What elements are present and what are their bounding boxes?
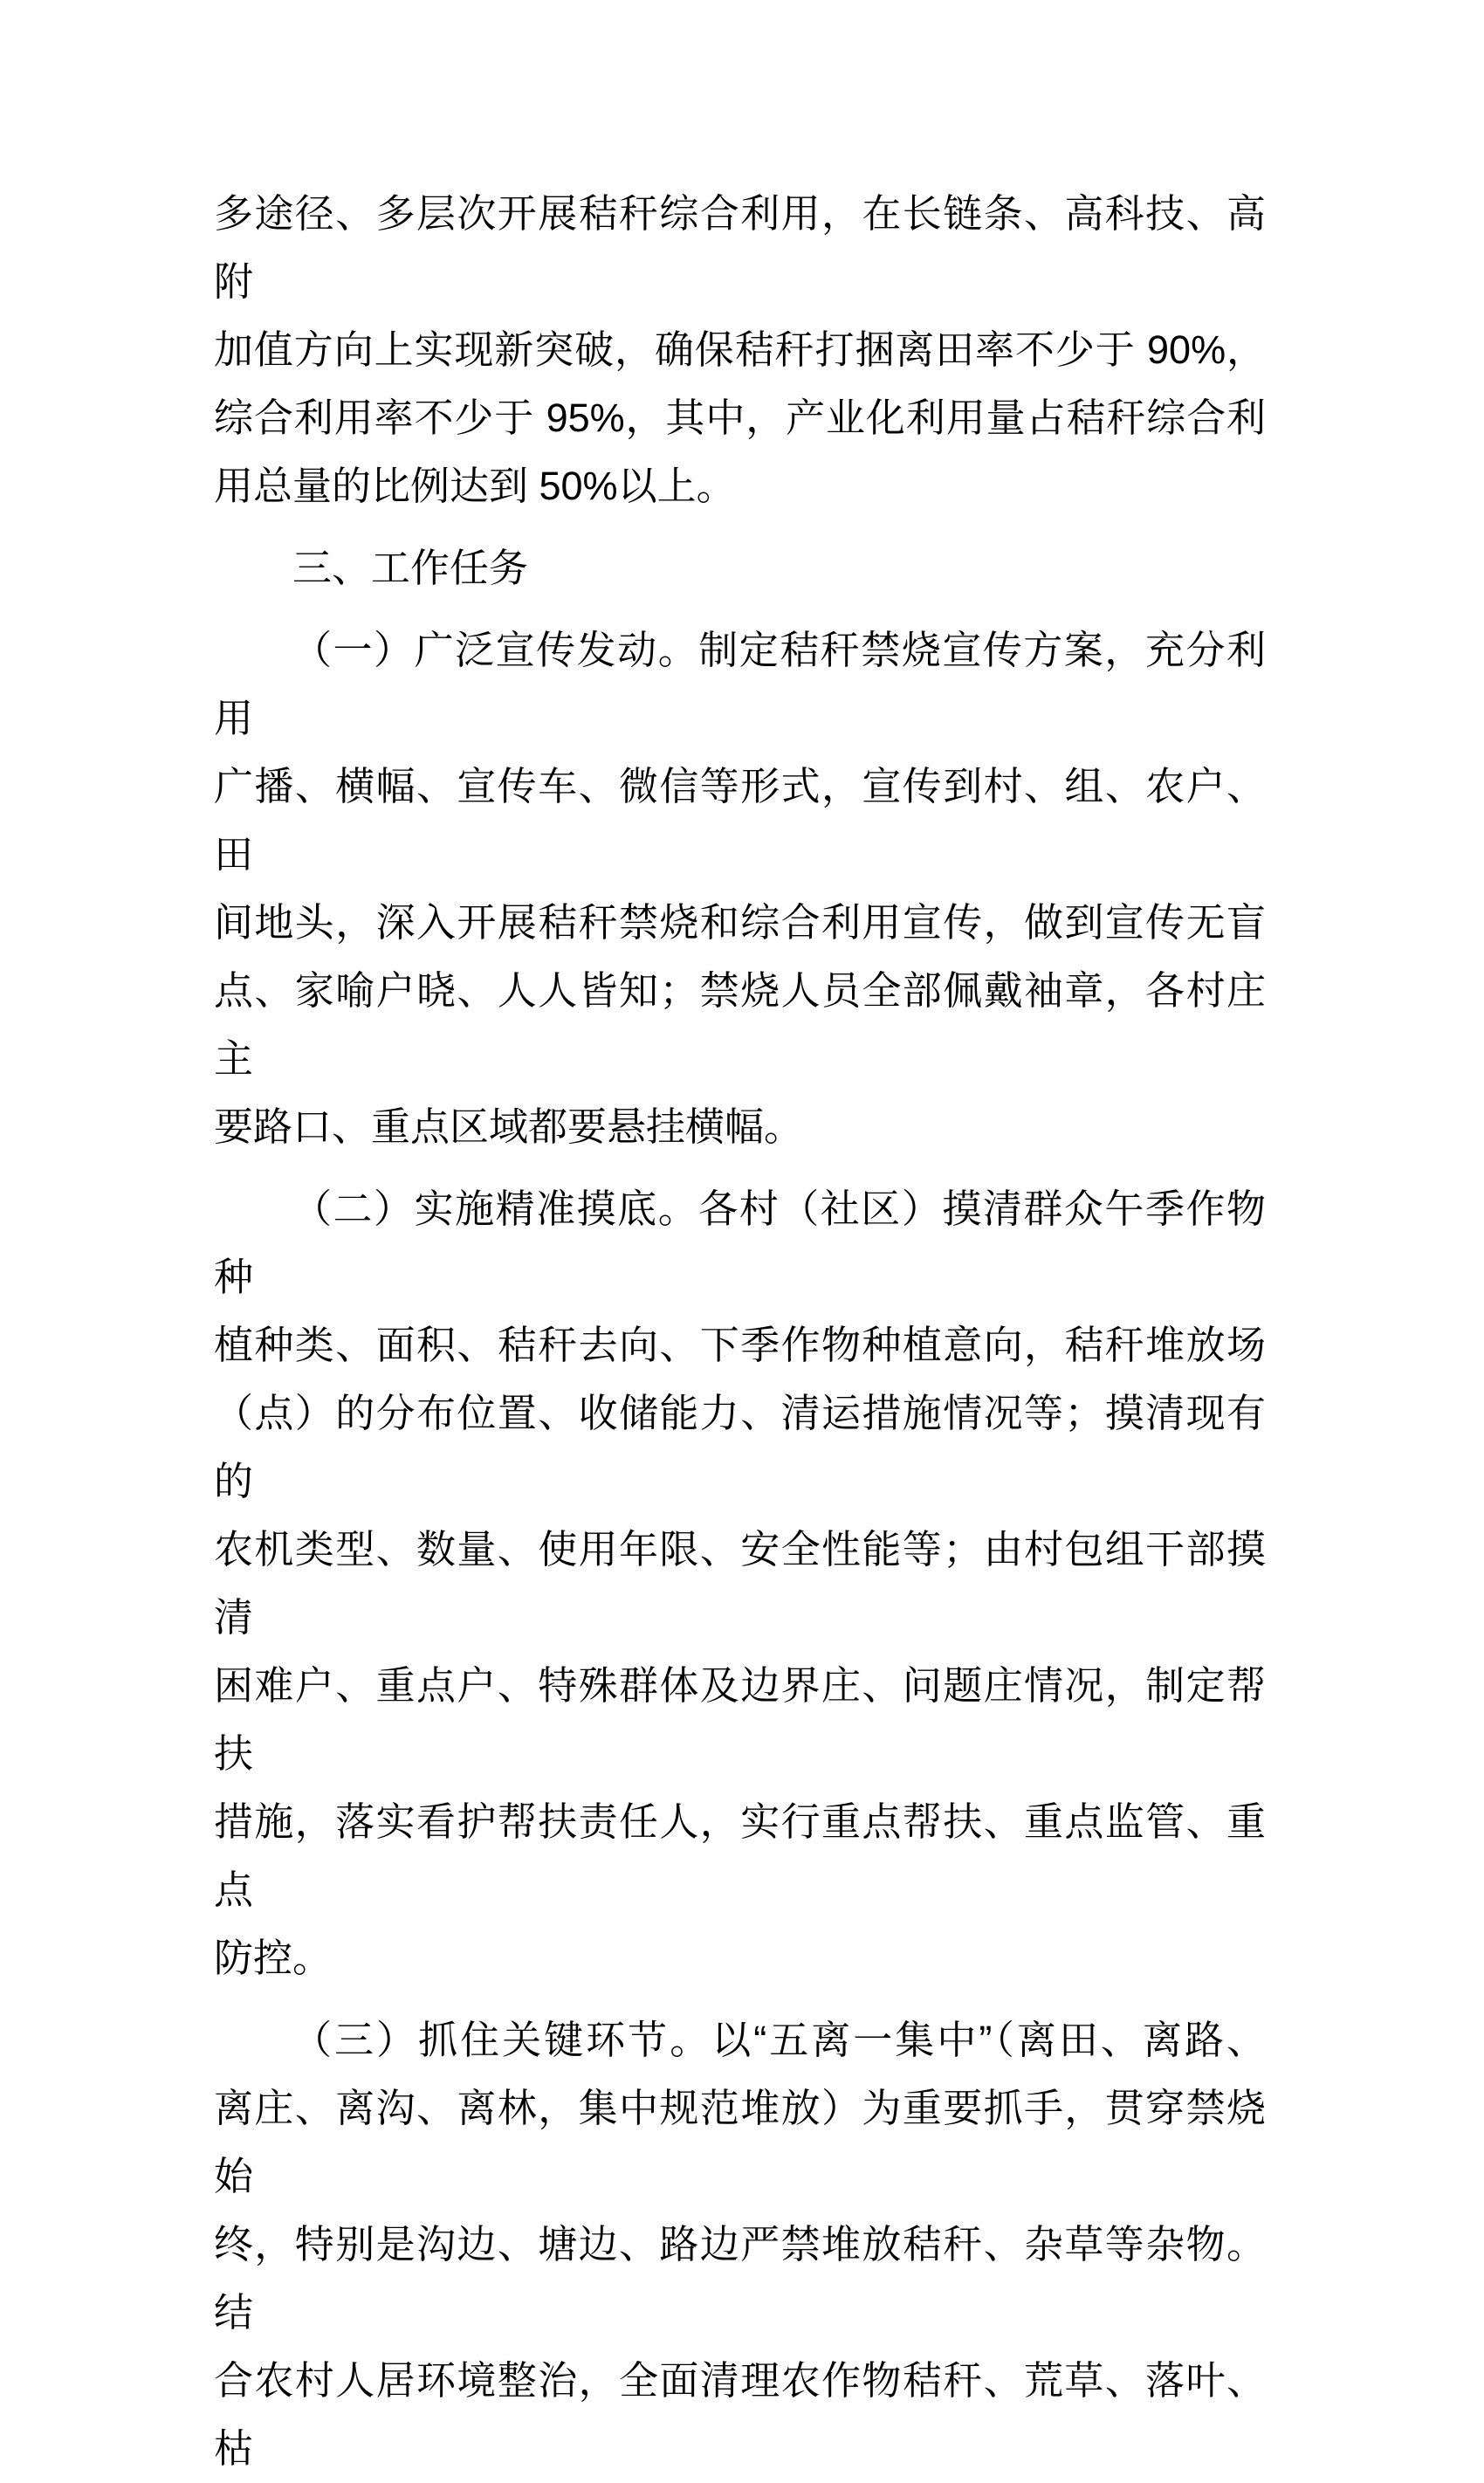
text-line: 终，特别是沟边、塘边、路边严禁堆放秸秆、杂草等杂物。结 [214, 2222, 1266, 2335]
paragraph-item-one [214, 616, 1266, 1161]
text-line: 点、家喻户晓、人人皆知；禁烧人员全部佩戴袖章，各村庄主 [214, 968, 1266, 1081]
text-line: 综合利用率不少于 95%，其中，产业化利用量占秸秆综合利 [214, 395, 1266, 440]
text-line: （点）的分布位置、收储能力、清运措施情况等；摸清现有的 [214, 1391, 1266, 1503]
text-line: 措施，落实看护帮扶责任人，实行重点帮扶、重点监管、重点 [214, 1799, 1266, 1912]
text-line: 加值方向上实现新突破，确保秸秆打捆离田率不少于 90%， [214, 327, 1266, 372]
section-heading: 三、工作任务 [292, 546, 529, 590]
text-line: 农机类型、数量、使用年限、安全性能等；由村包组干部摸清 [214, 1527, 1266, 1640]
paragraph-item-two [214, 1175, 1266, 1992]
paragraph-item-three [214, 2006, 1266, 2483]
text-line: 用总量的比例达到 50%以上。 [214, 464, 736, 508]
text-line: 防控。 [214, 1936, 333, 1980]
text-line: 合农村人居环境整治，全面清理农作物秸秆、荒草、落叶、枯 [214, 2358, 1266, 2471]
text-line: （二）实施精准摸底。各村（社区）摸清群众午季作物种 [214, 1186, 1266, 1299]
text-line: 多途径、多层次开展秸秆综合利用，在长链条、高科技、高附 [214, 191, 1266, 304]
text-line: 广播、横幅、宣传车、微信等形式，宣传到村、组、农户、田 [214, 764, 1266, 877]
text-line: 离庄、离沟、离林，集中规范堆放）为重要抓手，贯穿禁烧始 [214, 2086, 1266, 2198]
section-heading-block [214, 534, 1266, 602]
text-line: 植种类、面积、秸秆去向、下季作物种植意向，秸秆堆放场 [214, 1323, 1266, 1367]
text-line: （三）抓住关键环节。以“五离一集中”（离田、离路、 [292, 2018, 1266, 2062]
paragraph-targets-continuation [214, 180, 1266, 520]
text-line: 间地头，深入开展秸秆禁烧和综合利用宣传，做到宣传无盲 [214, 900, 1266, 945]
text-line: （一）广泛宣传发动。制定秸秆禁烧宣传方案，充分利用 [214, 628, 1266, 740]
text-line: 要路口、重点区域都要悬挂横幅。 [214, 1104, 804, 1149]
text-line: 困难户、重点户、特殊群体及边界庄、问题庄情况，制定帮扶 [214, 1663, 1266, 1776]
